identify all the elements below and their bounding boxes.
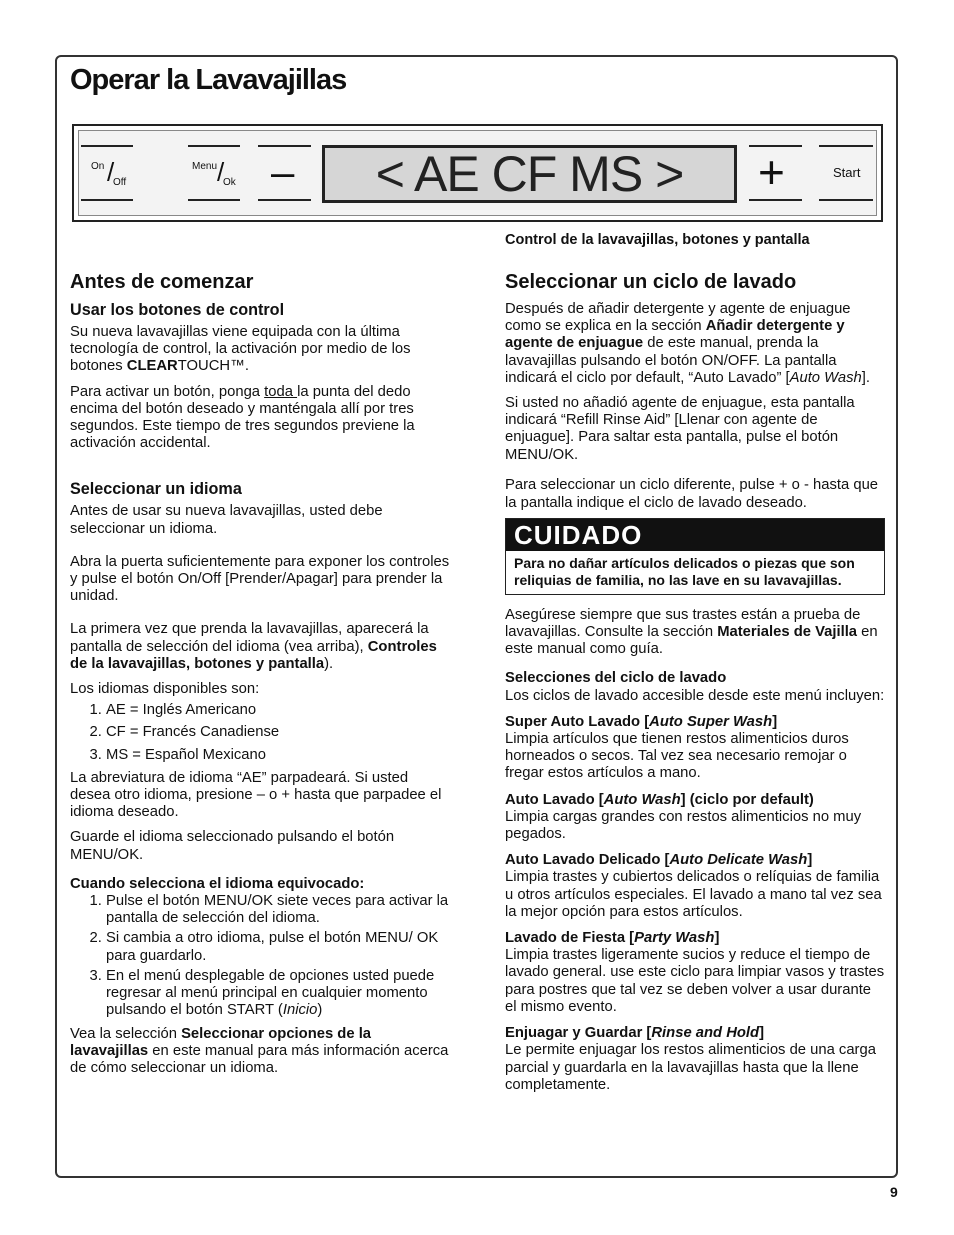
start-label: Start (833, 165, 861, 180)
list-item: 1. Pulse el botón MENU/OK siete veces para activar la pantalla de selección del idioma. (106, 893, 452, 927)
paragraph-after-detergent: Después de añadir detergente y agente de enjuague como se explica en la sección Añadir detergente y agente de enjuague de este manual, prenda la lavavajillas pulsando el botón ON/OFF. La pantalla indicará el ciclo por default, “Auto Lavado” [Auto Wash]. (505, 301, 870, 386)
cycle-description: Limpia artículos que tienen restos alimenticios duros horneados o secos. Tal vez sea necesario remojar o fregar estos artículos a mano. (505, 731, 849, 782)
minus-button (258, 145, 311, 201)
paragraph-open-door: Abra la puerta suficientemente para exponer los controles y pulse el botón On/Off [Prender/Apagar] para prender la unidad. (70, 553, 450, 605)
cycle-description: Limpia cargas grandes con restos alimenticios no muy pegados. (505, 808, 862, 843)
ok-label: Ok (223, 177, 236, 188)
cycle-heading: Auto Lavado Delicado [Auto Delicate Wash] (505, 852, 813, 869)
menu-ok-button (188, 145, 240, 201)
list-item: 3. MS = Español Mexicano (106, 747, 452, 764)
list-item: 2. Si cambia a otro idioma, pulse el botón MENU/ OK para guardarlo. (106, 930, 452, 964)
off-label: Off (113, 177, 127, 188)
page-number: 9 (890, 1184, 898, 1200)
on-off-slash: / (107, 157, 115, 187)
paragraph-ae-blink: La abreviatura de idioma “AE” parpadeará. Si usted desea otro idioma, presione – o + hasta que parpadee el idioma deseado. (70, 769, 442, 821)
caution-text: Para no dañar artículos delicados o piezas que son reliquias de familia, no las lave en su lavavajillas. (514, 554, 855, 589)
caution-box (505, 518, 885, 595)
paragraph-select-different: Para seleccionar un ciclo diferente, pulse + o - hasta que la pantalla indique el ciclo de lavado deseado. (505, 476, 879, 511)
cycle-heading: Enjuagar y Guardar [Rinse and Hold] (505, 1025, 765, 1042)
start-button (819, 145, 873, 201)
languages-list (70, 702, 452, 764)
menu-ok-slash: / (217, 157, 225, 187)
cycle-heading: Lavado de Fiesta [Party Wash] (505, 930, 720, 947)
cycle-heading: Auto Lavado [Auto Wash] (ciclo por default) (505, 791, 814, 808)
paragraph-see-selection: Vea la selección Seleccionar opciones de la lavavajillas en este manual para más información acerca de cómo seleccionar un idioma. (70, 1025, 449, 1076)
section-heading-select-cycle: Seleccionar un ciclo de lavado (505, 271, 797, 293)
on-label: On (91, 161, 105, 172)
wrong-language-steps (70, 893, 452, 1019)
paragraph-activate-button: Para activar un botón, ponga toda la punta del dedo encima del botón deseado y manténgala allí por tres segundos. Este tiempo de tres segundos previene la activación accidental. (70, 383, 415, 452)
cycle-description: Limpia trastes ligeramente sucios y reduce el tiempo de lavado general. use este ciclo para limpiar vasos y trastes para postres que tal vez se deben volver a usar durante el mismo evento. (505, 947, 885, 1015)
section-heading-before-start: Antes de comenzar (70, 271, 254, 293)
menu-label: Menu (192, 161, 218, 172)
language-display (322, 145, 737, 203)
list-item: 1. AE = Inglés Americano (106, 702, 452, 719)
right-column (505, 270, 885, 1102)
subheading-cycle-selections: Selecciones del ciclo de lavado (505, 670, 727, 687)
paragraph-select-language: Antes de usar su nueva lavavajillas, usted debe seleccionar un idioma. (70, 503, 383, 537)
minus-icon: – (271, 148, 295, 195)
paragraph-first-time: La primera vez que prenda la lavavajillas, aparecerá la pantalla de selección del idioma (vea arriba), Controles de la lavavajillas, botones y pantalla). (70, 621, 437, 672)
paragraph-dishwasher-safe: Asegúrese siempre que sus trastes están a prueba de lavavajillas. Consulte la sección Materiales de Vajilla en este manual como guía. (505, 606, 878, 658)
on-off-button (81, 145, 133, 201)
subheading-control-buttons: Usar los botones de control (70, 301, 285, 319)
cycle-description: Limpia trastes y cubiertos delicados o relíquias de familia u otros artículos especiales. El lavado a mano tal vez sea la mejor opción para estos artículos. (505, 869, 882, 920)
list-item: 3. En el menú desplegable de opciones usted puede regresar al menú principal en cualquier momento pulsando el botón START (Inicio) (106, 968, 452, 1020)
plus-icon: + (758, 146, 785, 198)
cycle-description: Le permite enjuagar los restos alimenticios de una carga parcial y guardarla en la lavavajillas hasta que la llene completamente. (505, 1042, 876, 1093)
caution-title: CUIDADO (506, 519, 884, 551)
display-text: < AE CF MS > (375, 146, 684, 202)
paragraph-languages-available: Los idiomas disponibles son: (70, 681, 260, 698)
subheading-wrong-language: Cuando selecciona el idioma equivocado: (70, 875, 365, 892)
list-item: 2. CF = Francés Canadiense (106, 724, 452, 741)
panel-caption: Control de la lavavajillas, botones y pantalla (505, 232, 810, 248)
paragraph-refill-rinse: Si usted no añadió agente de enjuague, esta pantalla indicará “Refill Rinse Aid” [Llenar con agente de enjuague]. Para saltar esta pantalla, pulse el botón MENU/OK. (505, 395, 855, 463)
paragraph-save-language: Guarde el idioma seleccionado pulsando el botón MENU/OK. (70, 829, 395, 863)
subheading-select-language: Seleccionar un idioma (70, 480, 242, 499)
left-column (70, 270, 452, 1085)
paragraph-cycle-selections: Los ciclos de lavado accesible desde este menú incluyen: (505, 687, 885, 704)
page-title: Operar la Lavavajillas (70, 64, 347, 96)
paragraph-cleartouch: Su nueva lavavajillas viene equipada con la última tecnología de control, la activación por medio de los botones CLEARTOUCH™. (70, 324, 411, 375)
plus-button (749, 145, 802, 201)
cycle-heading: Super Auto Lavado [Auto Super Wash] (505, 713, 778, 730)
